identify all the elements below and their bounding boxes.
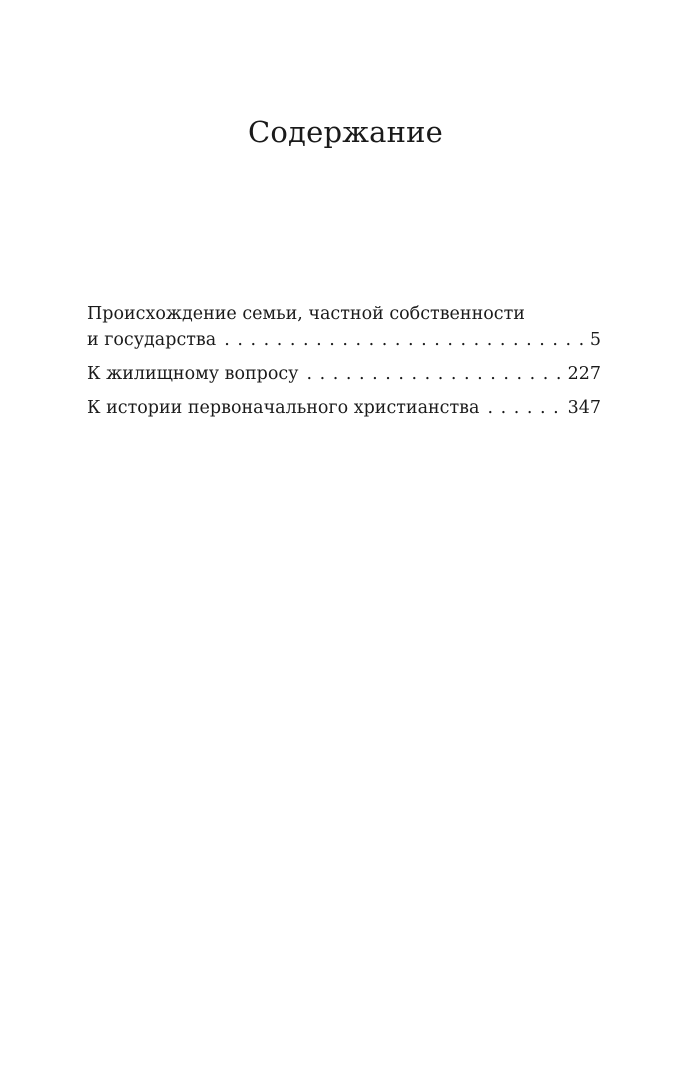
toc-entry-title: К истории первоначального христианства bbox=[87, 398, 480, 418]
toc-page-number: 5 bbox=[589, 330, 601, 350]
dot-leader bbox=[306, 361, 561, 387]
toc-entry[interactable] bbox=[87, 301, 601, 353]
toc-entry[interactable] bbox=[87, 361, 601, 387]
toc-page-number: 347 bbox=[567, 398, 601, 418]
page-title: Содержание bbox=[247, 115, 444, 149]
toc-entry-title: К жилищному вопросу bbox=[87, 364, 299, 384]
toc-entry-title-line2: и государства bbox=[87, 330, 217, 350]
dot-leader bbox=[224, 327, 584, 353]
table-of-contents bbox=[87, 301, 601, 421]
dot-leader bbox=[487, 395, 561, 421]
toc-entry-line bbox=[87, 395, 601, 421]
toc-entry[interactable] bbox=[87, 395, 601, 421]
toc-entry-line bbox=[87, 327, 601, 353]
toc-entry-title-line1: Происхождение семьи, частной собственности bbox=[87, 304, 525, 324]
toc-page-number: 227 bbox=[567, 364, 601, 384]
toc-entry-line bbox=[87, 361, 601, 387]
